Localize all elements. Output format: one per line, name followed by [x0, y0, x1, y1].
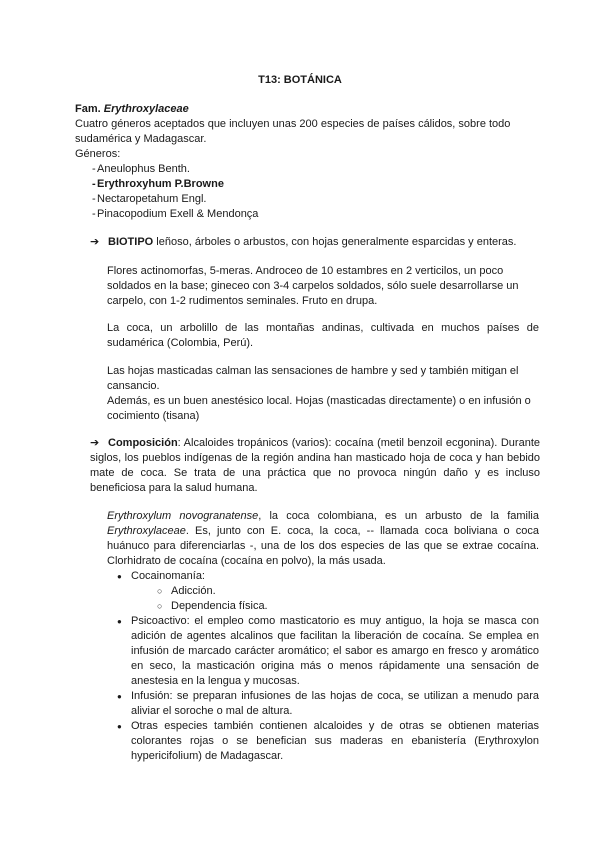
list-item: - Erythroxyhum P.Browne: [75, 177, 535, 192]
page-title: T13: BOTÁNICA: [258, 74, 342, 86]
list-item: ● Otras especies también contienen alcaloides y de otras se obtienen materias colorantes rojas o se benefician sus maderas en ebanistería (Erythroxylon hypericifolium) de Madagascar.: [117, 719, 539, 764]
family-heading: [75, 102, 535, 117]
family-description: Cuatro géneros aceptados que incluyen unas 200 especies de países cálidos, sobre todo sudamérica y Madagascar.: [75, 118, 511, 145]
cocainomania-sublist: [131, 584, 539, 614]
list-item: - Nectaropetahum Engl.: [75, 192, 535, 207]
anesthetic-text: Además, es un buen anestésico local. Hojas (masticadas directamente) o en infusión o cocimiento (tisana): [107, 395, 531, 422]
biotipo-paragraph-flowers: Flores actinomorfas, 5-meras. Androceo de 10 estambres en 2 verticilos, un poco soldados en la base; gineceo con 3-4 carpelos soldados, sólo suele desarrollarse un carpelo, con 1-2 rudimentos seminales. Fruto en drupa.: [107, 265, 519, 307]
list-item: - Aneulophus Benth.: [75, 162, 535, 177]
composicion-block: [90, 436, 540, 496]
uses-list-block: [117, 569, 539, 764]
arrow-icon: ➔: [90, 236, 100, 248]
species-paragraph: [107, 509, 539, 569]
biotipo-paragraph-coca: La coca, un arbolillo de las montañas andinas, cultivada en muchos países de sudamérica (Colombia, Perú).: [107, 322, 539, 349]
biotipo-heading: BIOTIPO: [108, 236, 154, 248]
list-item: ○ Dependencia física.: [131, 599, 539, 614]
composicion-heading: Composición: [108, 437, 178, 449]
family-name: Erythroxylaceae: [103, 103, 189, 115]
genera-label: Géneros:: [75, 148, 121, 160]
species-text-1: , la coca colombiana, es un arbusto de la familia: [258, 510, 539, 522]
effects-text: Las hojas masticadas calman las sensaciones de hambre y sed y también mitigan el cansancio.: [107, 365, 519, 392]
species-name: Erythroxylum novogranatense: [107, 510, 259, 522]
species-text-2: . Es, junto con E. coca, la coca, -- llamada coca boliviana o coca huánuco para diferenciarlas -, una de los dos especies de las que se extrae cocaína. Clorhidrato de cocaína (cocaína en polvo), la más usada.: [107, 525, 539, 567]
list-item: ● Psicoactivo: el empleo como masticatorio es muy antiguo, la hoja se masca con adición de agentes alcalinos que facilitan la liberación de cocaína. Se emplea en infusión de marcado carácter aromático; el sabor es amargo en fresco y aromático en seco, la masticación origina más o menos rápidamente una sensación de anestesia en la lengua y mucosas.: [117, 614, 539, 689]
list-item: - Pinacopodium Exell & Mendonça: [75, 207, 535, 222]
family-section: [75, 102, 535, 222]
cocainomania-label: Cocainomanía:: [131, 570, 205, 582]
list-item: ● Infusión: se preparan infusiones de las hojas de coca, se utilizan a menudo para aliviar el soroche o mal de altura.: [117, 689, 539, 719]
species-family: Erythroxylaceae: [107, 525, 186, 537]
composicion-text: : Alcaloides tropánicos (varios): cocaína (metil benzoil ecgonina). Durante siglos, los pueblos indígenas de la región andina han masticado hoja de coca y han bebido mate de coca. Se trata de una práctica que no provoca ningún daño y es incluso beneficiosa para la salud humana.: [90, 437, 540, 494]
family-prefix: Fam.: [75, 103, 101, 115]
biotipo-line: [90, 235, 540, 250]
list-item: [117, 569, 539, 614]
arrow-icon: ➔: [90, 437, 100, 449]
list-item: ○ Adicción.: [131, 584, 539, 599]
uses-list: [117, 569, 539, 764]
biotipo-paragraph-effects: [107, 364, 539, 424]
genera-list: [75, 162, 535, 222]
biotipo-text: leñoso, árboles o arbustos, con hojas generalmente esparcidas y enteras.: [153, 236, 517, 248]
